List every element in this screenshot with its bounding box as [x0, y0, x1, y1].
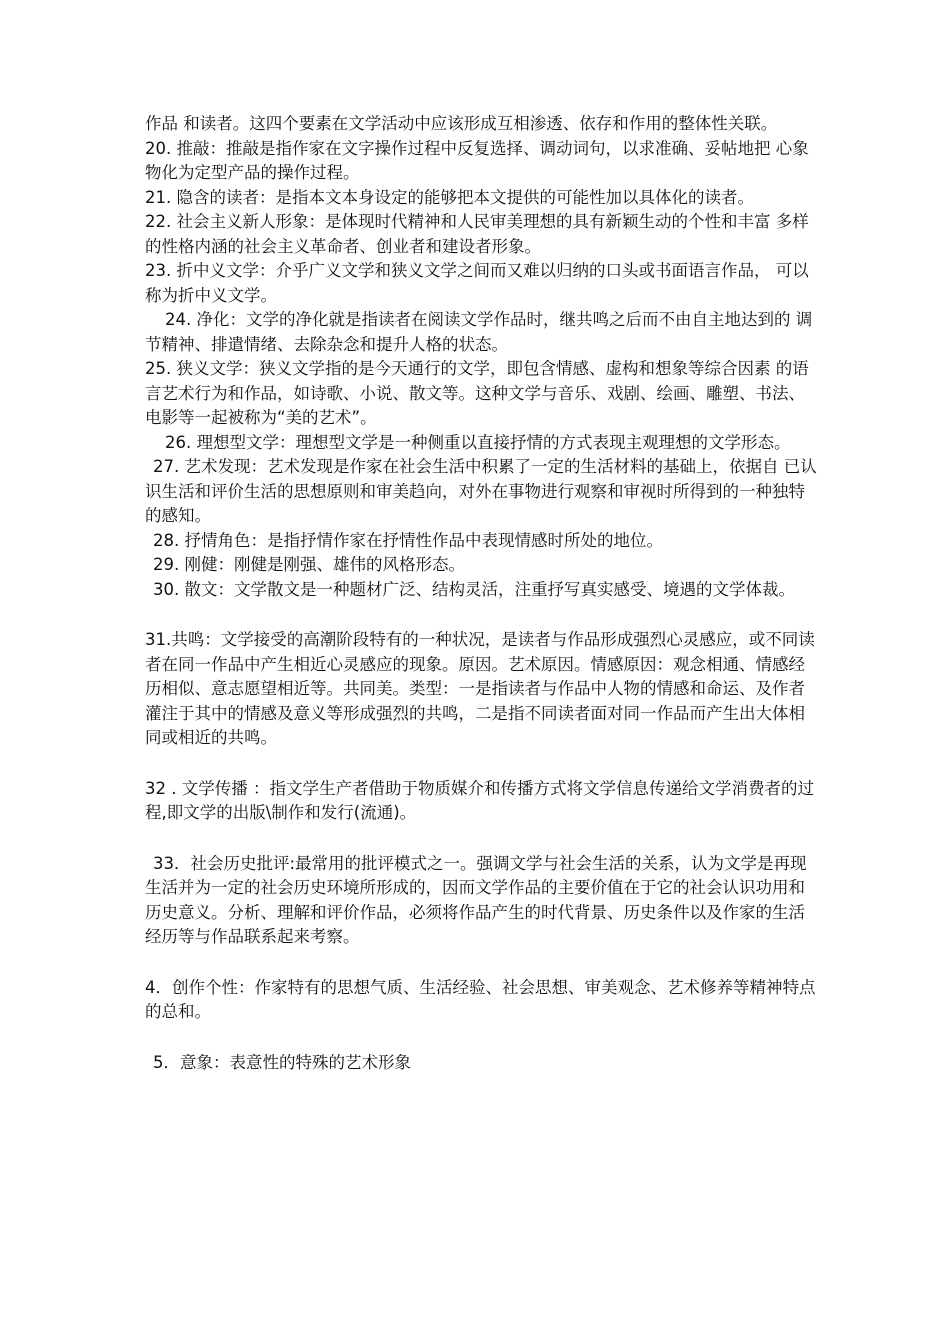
spacer	[145, 602, 820, 628]
paragraph-4: 4．创作个性：作家特有的思想气质、生活经验、社会思想、审美观念、艺术修养等精神特点的总和。	[145, 977, 816, 1021]
paragraph-28: 28. 抒情角色：是指抒情作家在抒情性作品中表现情感时所处的地位。	[153, 530, 663, 550]
paragraph-20: 20. 推敲：推敲是指作家在文字操作过程中反复选择、调动词句，以求准确、妥帖地把 心象物化为定型产品的操作过程。	[145, 138, 809, 182]
paragraph-31: 31.共鸣：文学接受的高潮阶段特有的一种状况，是读者与作品形成强烈心灵感应，或不同读者在同一作品中产生相近心灵感应的现象。原因。艺术原因。情感原因：观念相通、情感经历相似、意志愿望相近等。共同美。类型：一是指读者与作品中人物的情感和命运、及作者灌注于其中的情感及意义等形成强烈的共鸣，二是指不同读者面对同一作品而产生出大体相同或相近的共鸣。	[145, 630, 815, 747]
document-body	[145, 112, 820, 1075]
paragraph-27: 27. 艺术发现：艺术发现是作家在社会生活中积累了一定的生活材料的基础上，依据自 已认识生活和评价生活的思想原则和审美趋向，对外在事物进行观察和审视时所得到的一种独特的感知。	[145, 457, 817, 525]
paragraph-21: 21. 隐含的读者：是指本文本身设定的能够把本文提供的可能性加以具体化的读者。	[145, 187, 754, 207]
spacer	[145, 826, 820, 852]
paragraph-33: 33．社会历史批评:最常用的批评模式之一。强调文学与社会生活的关系，认为文学是再现生活并为一定的社会历史环境所形成的，因而文学作品的主要价值在于它的社会认识功用和历史意义。分析、理解和评价作品，必须将作品产生的时代背景、历史条件以及作家的生活经历等与作品联系起来考察。	[145, 853, 807, 946]
spacer	[145, 1025, 820, 1051]
paragraph-22: 22. 社会主义新人形象：是体现时代精神和人民审美理想的具有新颖生动的个性和丰富 多样的性格内涵的社会主义革命者、创业者和建设者形象。	[145, 212, 809, 256]
paragraph-24: 24. 净化：文学的净化就是指读者在阅读文学作品时，继共鸣之后而不由自主地达到的 调节精神、排遣情绪、去除杂念和提升人格的状态。	[145, 310, 813, 354]
paragraph-23: 23. 折中义文学：介乎广义文学和狭义文学之间而又难以归纳的口头或书面语言作品， 可以称为折中义文学。	[145, 261, 809, 305]
paragraph-continuation: 作品 和读者。这四个要素在文学活动中应该形成互相渗透、依存和作用的整体性关联。	[145, 114, 778, 133]
spacer	[145, 950, 820, 976]
paragraph-25: 25. 狭义文学：狭义文学指的是今天通行的文学，即包含情感、虚构和想象等综合因素 的语言艺术行为和作品，如诗歌、小说、散文等。这种文学与音乐、戏剧、绘画、雕塑、书法、电影等一起被称为“美的艺术”。	[145, 359, 809, 427]
paragraph-5: 5．意象：表意性的特殊的艺术形象	[153, 1052, 411, 1072]
paragraph-29: 29. 刚健：刚健是刚强、雄伟的风格形态。	[153, 555, 465, 574]
paragraph-30: 30. 散文：文学散文是一种题材广泛、结构灵活，注重抒写真实感受、境遇的文学体裁。	[153, 579, 795, 599]
paragraph-32: 32 . 文学传播 ：指文学生产者借助于物质媒介和传播方式将文学信息传递给文学消费者的过 程,即文学的出版\制作和发行(流通)。	[145, 778, 814, 822]
spacer	[145, 751, 820, 777]
paragraph-26: 26. 理想型文学：理想型文学是一种侧重以直接抒情的方式表现主观理想的文学形态。	[165, 432, 791, 452]
